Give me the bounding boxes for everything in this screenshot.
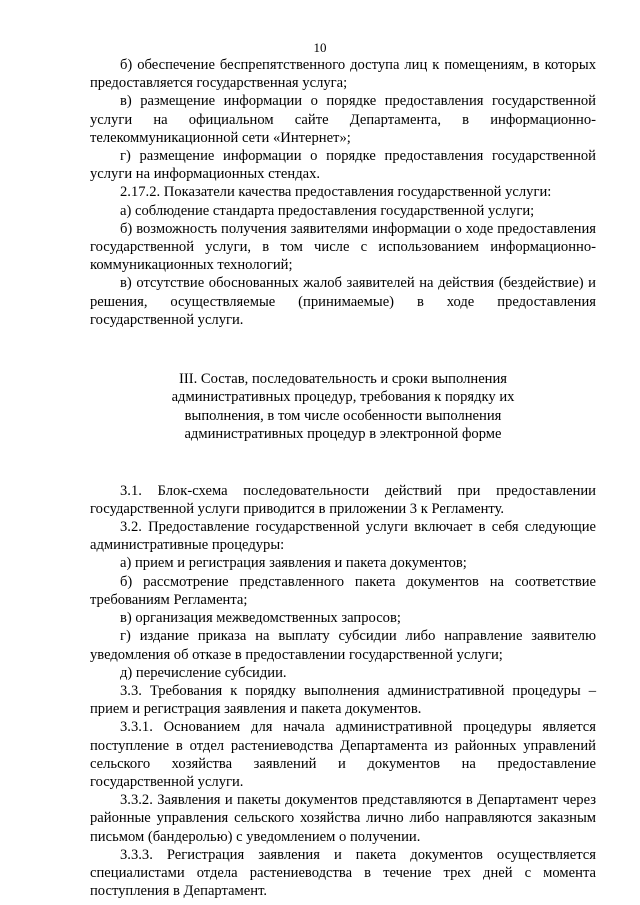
paragraph: б) обеспечение беспрепятственного доступа лиц к помещениям, в которых предоставляется государственная услуга; — [90, 57, 596, 92]
spacer — [90, 329, 596, 370]
paragraph: 3.2. Предоставление государственной услуги включает в себя следующие административные процедуры: — [90, 519, 596, 554]
paragraph: б) рассмотрение представленного пакета документов на соответствие требованиям Регламента; — [90, 573, 596, 608]
paragraph: в) организация межведомственных запросов; — [120, 610, 401, 627]
section-heading-line: выполнения, в том числе особенности выполнения — [184, 407, 502, 424]
document-body — [90, 56, 596, 900]
paragraph: 3.3.3. Регистрация заявления и пакета документов осуществляется специалистами отдела растениеводства в течение трех дней с момента поступления в Департамент. — [90, 846, 596, 900]
paragraph: 3.3. Требования к порядку выполнения административной процедуры – прием и регистрация заявления и пакета документов. — [90, 682, 596, 718]
section-heading-line: административных процедур в электронной форме — [184, 426, 502, 443]
paragraph: г) размещение информации о порядке предоставления государственной услуги на информационных стендах. — [90, 148, 596, 183]
paragraph: д) перечисление субсидии. — [120, 664, 287, 681]
page-number: 10 — [313, 40, 327, 55]
section-heading — [133, 370, 553, 444]
paragraph: 2.17.2. Показатели качества предоставления государственной услуги: — [120, 184, 552, 201]
paragraph: б) возможность получения заявителями информации о ходе предоставления государственной услуги, в том числе с использованием информационно-коммуникационных технологий; — [90, 220, 596, 274]
paragraph: а) соблюдение стандарта предоставления государственной услуги; — [120, 202, 535, 219]
section-heading-line: III. Состав, последовательность и сроки выполнения — [178, 371, 508, 388]
paragraph: а) прием и регистрация заявления и пакета документов; — [120, 555, 467, 572]
section-heading-line: административных процедур, требования к порядку их — [171, 389, 515, 406]
spacer — [90, 444, 596, 482]
paragraph: 3.3.1. Основанием для начала административной процедуры является поступление в отдел растениеводства Департамента из районных управлений сельского хозяйства заявлений и документов на предоставление государственной услуги. — [90, 719, 596, 790]
paragraph: г) издание приказа на выплату субсидии либо направление заявителю уведомления об отказе в предоставлении государственной услуги; — [90, 628, 596, 663]
paragraph: 3.3.2. Заявления и пакеты документов представляются в Департамент через районные управления сельского хозяйства лично либо направляются заказным письмом (бандеролью) с уведомлением о получении. — [90, 792, 596, 845]
paragraph: 3.1. Блок-схема последовательности действий при предоставлении государственной услуги приводится в приложении 3 к Регламенту. — [90, 482, 596, 517]
paragraph: в) размещение информации о порядке предоставления государственной услуги на официальном сайте Департамента, в информационно-телекоммуникационной сети «Интернет»; — [90, 93, 596, 146]
paragraph: в) отсутствие обоснованных жалоб заявителей на действия (бездействие) и решения, осуществляемые (принимаемые) в ходе предоставления государственной услуги. — [90, 275, 596, 328]
